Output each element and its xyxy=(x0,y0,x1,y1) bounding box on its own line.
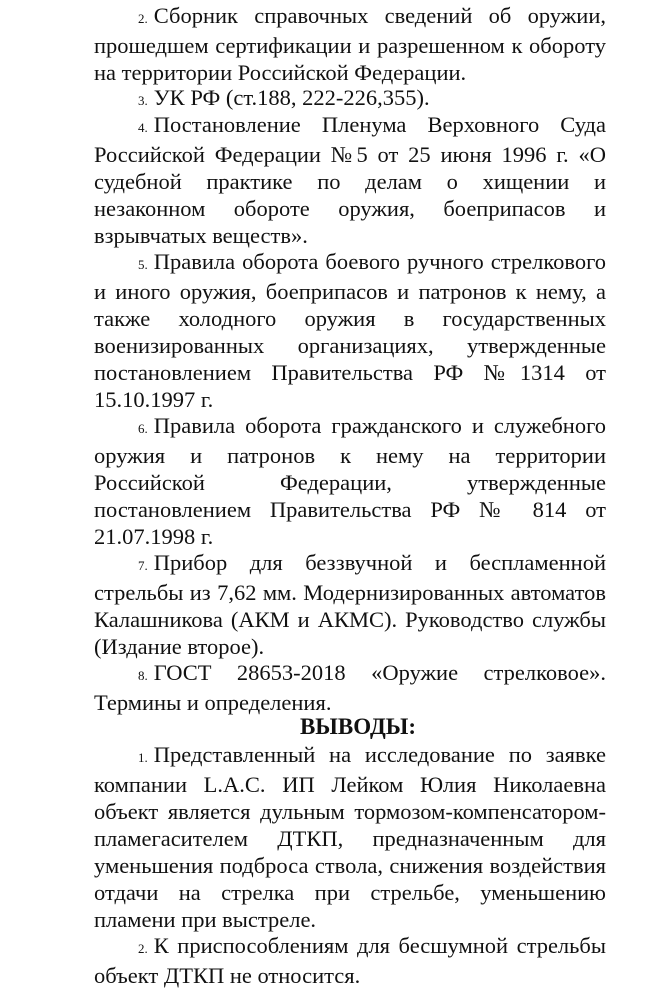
item-text: Сборник справочных сведений об оружии, прошедшем сертификации и разрешенном к обороту на территории Российской Федерации. xyxy=(94,3,606,85)
item-text: Правила оборота боевого ручного стрелкового и иного оружия, боеприпасов и патронов к нему, а также холодного оружия в государственных военизированных организациях, утвержденные постановлением Правительства РФ №1314 от 15.10.1997 г. xyxy=(94,249,606,412)
item-number: 5. xyxy=(138,257,148,272)
item-number: 3. xyxy=(138,93,148,108)
source-item xyxy=(94,412,606,550)
source-item xyxy=(94,2,606,86)
item-number: 2. xyxy=(138,941,148,956)
item-text: Представленный на исследование по заявке компании L.A.C. ИП Лейком Юлия Николаевна объект является дульным тормозом-компенсатором-пламегасителем ДТКП, предназначенным для уменьшения подброса ствола, снижения воздействия отдачи на стрелка при стрельбе, уменьшению пламени при выстреле. xyxy=(94,742,606,932)
item-text: К приспособлениям для бесшумной стрельбы объект ДТКП не относится. xyxy=(94,933,606,988)
item-number: 6. xyxy=(138,421,148,436)
conclusion-item xyxy=(94,741,606,933)
conclusions-heading: ВЫВОДЫ: xyxy=(299,714,417,739)
item-text: УК РФ (ст.188, 222-226,355). xyxy=(153,85,430,110)
source-item xyxy=(94,248,606,413)
item-number: 4. xyxy=(138,120,148,135)
item-number: 7. xyxy=(138,558,148,573)
item-number: 2. xyxy=(138,11,148,26)
item-number: 8. xyxy=(138,668,148,683)
item-text: Правила оборота гражданского и служебного оружия и патронов к нему на территории Российской Федерации, утвержденные постановлением Правительства РФ № 814 от 21.07.1998 г. xyxy=(94,413,606,549)
item-number: 1. xyxy=(138,750,148,765)
source-item xyxy=(94,659,606,716)
source-item xyxy=(94,111,606,249)
item-text: ГОСТ 28653-2018 «Оружие стрелковое». Термины и определения. xyxy=(94,660,606,715)
source-item xyxy=(94,549,606,660)
source-item xyxy=(94,84,606,114)
item-text: Постановление Пленума Верховного Суда Российской Федерации №5 от 25 июня 1996 г. «О судебной практике по делам о хищении и незаконном обороте оружия, боеприпасов и взрывчатых веществ». xyxy=(94,112,606,248)
conclusion-item xyxy=(94,932,606,989)
item-text: Прибор для беззвучной и беспламенной стрельбы из 7,62 мм. Модернизированных автоматов Калашникова (АКМ и АКМС). Руководство службы (Издание второе). xyxy=(94,550,606,659)
